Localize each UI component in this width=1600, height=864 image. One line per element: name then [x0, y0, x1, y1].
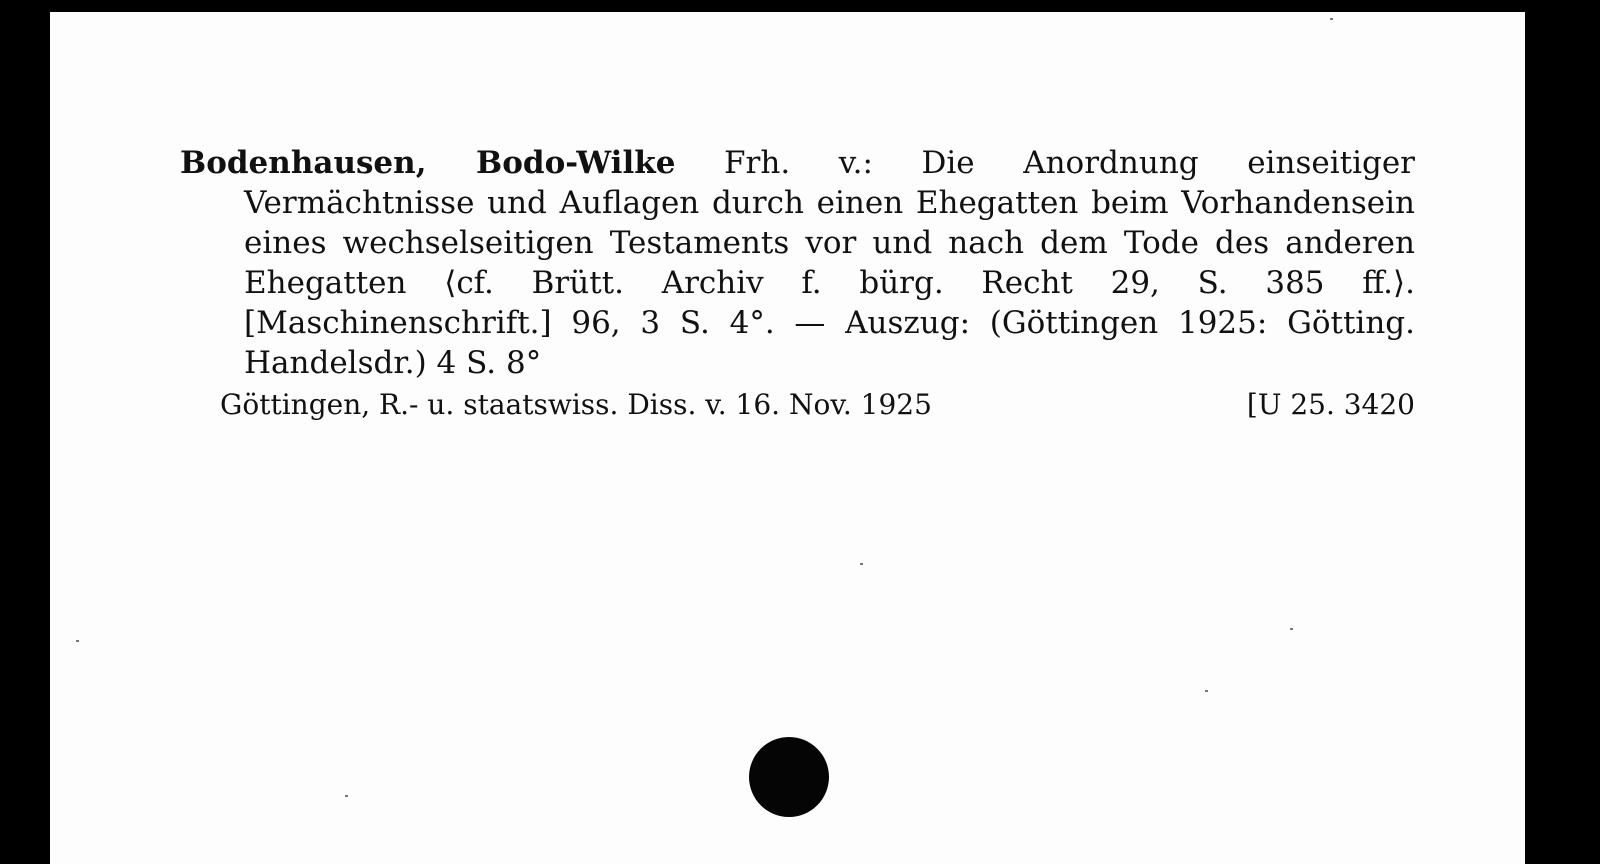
dust-speck: [1330, 18, 1333, 20]
dust-speck: [76, 640, 79, 642]
dust-speck: [345, 795, 348, 797]
scan-top-border: [0, 0, 1600, 12]
author-name: Bodenhausen, Bodo-Wilke: [180, 145, 676, 181]
dust-speck: [1205, 690, 1208, 692]
punch-hole: [749, 737, 829, 817]
call-number: [U 25. 3420: [1246, 388, 1415, 421]
scan-right-edge: [1525, 0, 1600, 864]
dust-speck: [1290, 628, 1293, 630]
entry-body: [180, 143, 1415, 383]
entry-footer: [180, 385, 1415, 425]
catalog-entry: [180, 143, 1415, 425]
title-description: Frh. v.: Die Anordnung einseitiger Vermächtnisse und Auflagen durch einen Ehegatten beim Vorhandensein eines wechselseitigen Testaments vor und nach dem Tode des anderen Ehegatten ⟨cf. Brütt. Archiv f. bürg. Recht 29, S. 385 ff.⟩. [Maschinenschrift.] 96, 3 S. 4°. — Auszug: (Göttingen 1925: Götting. Handelsdr.) 4 S. 8°: [244, 145, 1415, 381]
dissertation-note: Göttingen, R.- u. staatswiss. Diss. v. 16. Nov. 1925: [220, 388, 932, 421]
dust-speck: [860, 563, 863, 565]
